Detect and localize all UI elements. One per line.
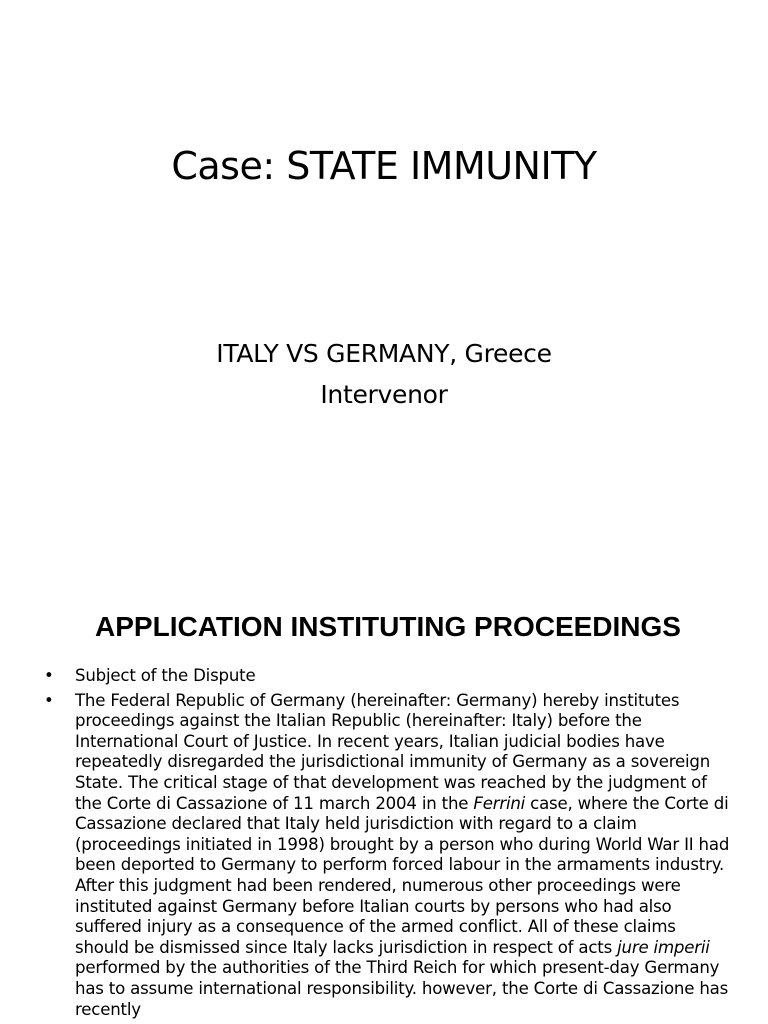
case-name-italic: Ferrini xyxy=(473,793,526,813)
subtitle-line-1: ITALY VS GERMANY, Greece xyxy=(216,339,552,368)
list-item xyxy=(44,691,734,1021)
bullet-list xyxy=(44,666,734,1024)
bullet-text: Subject of the Dispute xyxy=(75,666,256,685)
subtitle-line-2: Intervenor xyxy=(320,380,448,409)
paragraph-text: The Federal Republic of Germany (hereinafter: Germany) hereby institutes proceedings against the Italian Republic (hereinafter: Italy) before the International Court of Justice. In recent years, Italian judicial bodies have repeatedly disregarded the jurisdictional immunity of Germany as a sovereign State. The critical stage of that development was reached by the judgment of the Corte di Cassazione of 11 march 2004 in the xyxy=(75,690,711,813)
paragraph-text: case, where the Corte di Cassazione declared that Italy held jurisdiction with regard to a claim (proceedings initiated in 1998) brought by a person who during World War II had been deported to Germany to perform forced labour in the armaments industry. After this judgment had been rendered, numerous other proceedings were instituted against Germany before Italian courts by persons who had also suffered injury as a consequence of the armed conflict. All of these claims should be dismissed since Italy lacks jurisdiction in respect of acts xyxy=(75,793,730,957)
legal-term-italic: jure imperii xyxy=(617,937,710,957)
bullet-icon: • xyxy=(44,666,54,685)
slide-title: Case: STATE IMMUNITY xyxy=(171,144,597,188)
paragraph-text: performed by the authorities of the Third Reich for which present-day Germany has to assume international responsibility. however, the Corte di Cassazione has recently xyxy=(75,958,729,1019)
section-heading: APPLICATION INSTITUTING PROCEEDINGS xyxy=(95,611,681,642)
slide-subtitle xyxy=(184,333,584,415)
bullet-icon: • xyxy=(44,690,54,710)
bullet-text xyxy=(75,691,729,1019)
list-item xyxy=(44,666,734,687)
